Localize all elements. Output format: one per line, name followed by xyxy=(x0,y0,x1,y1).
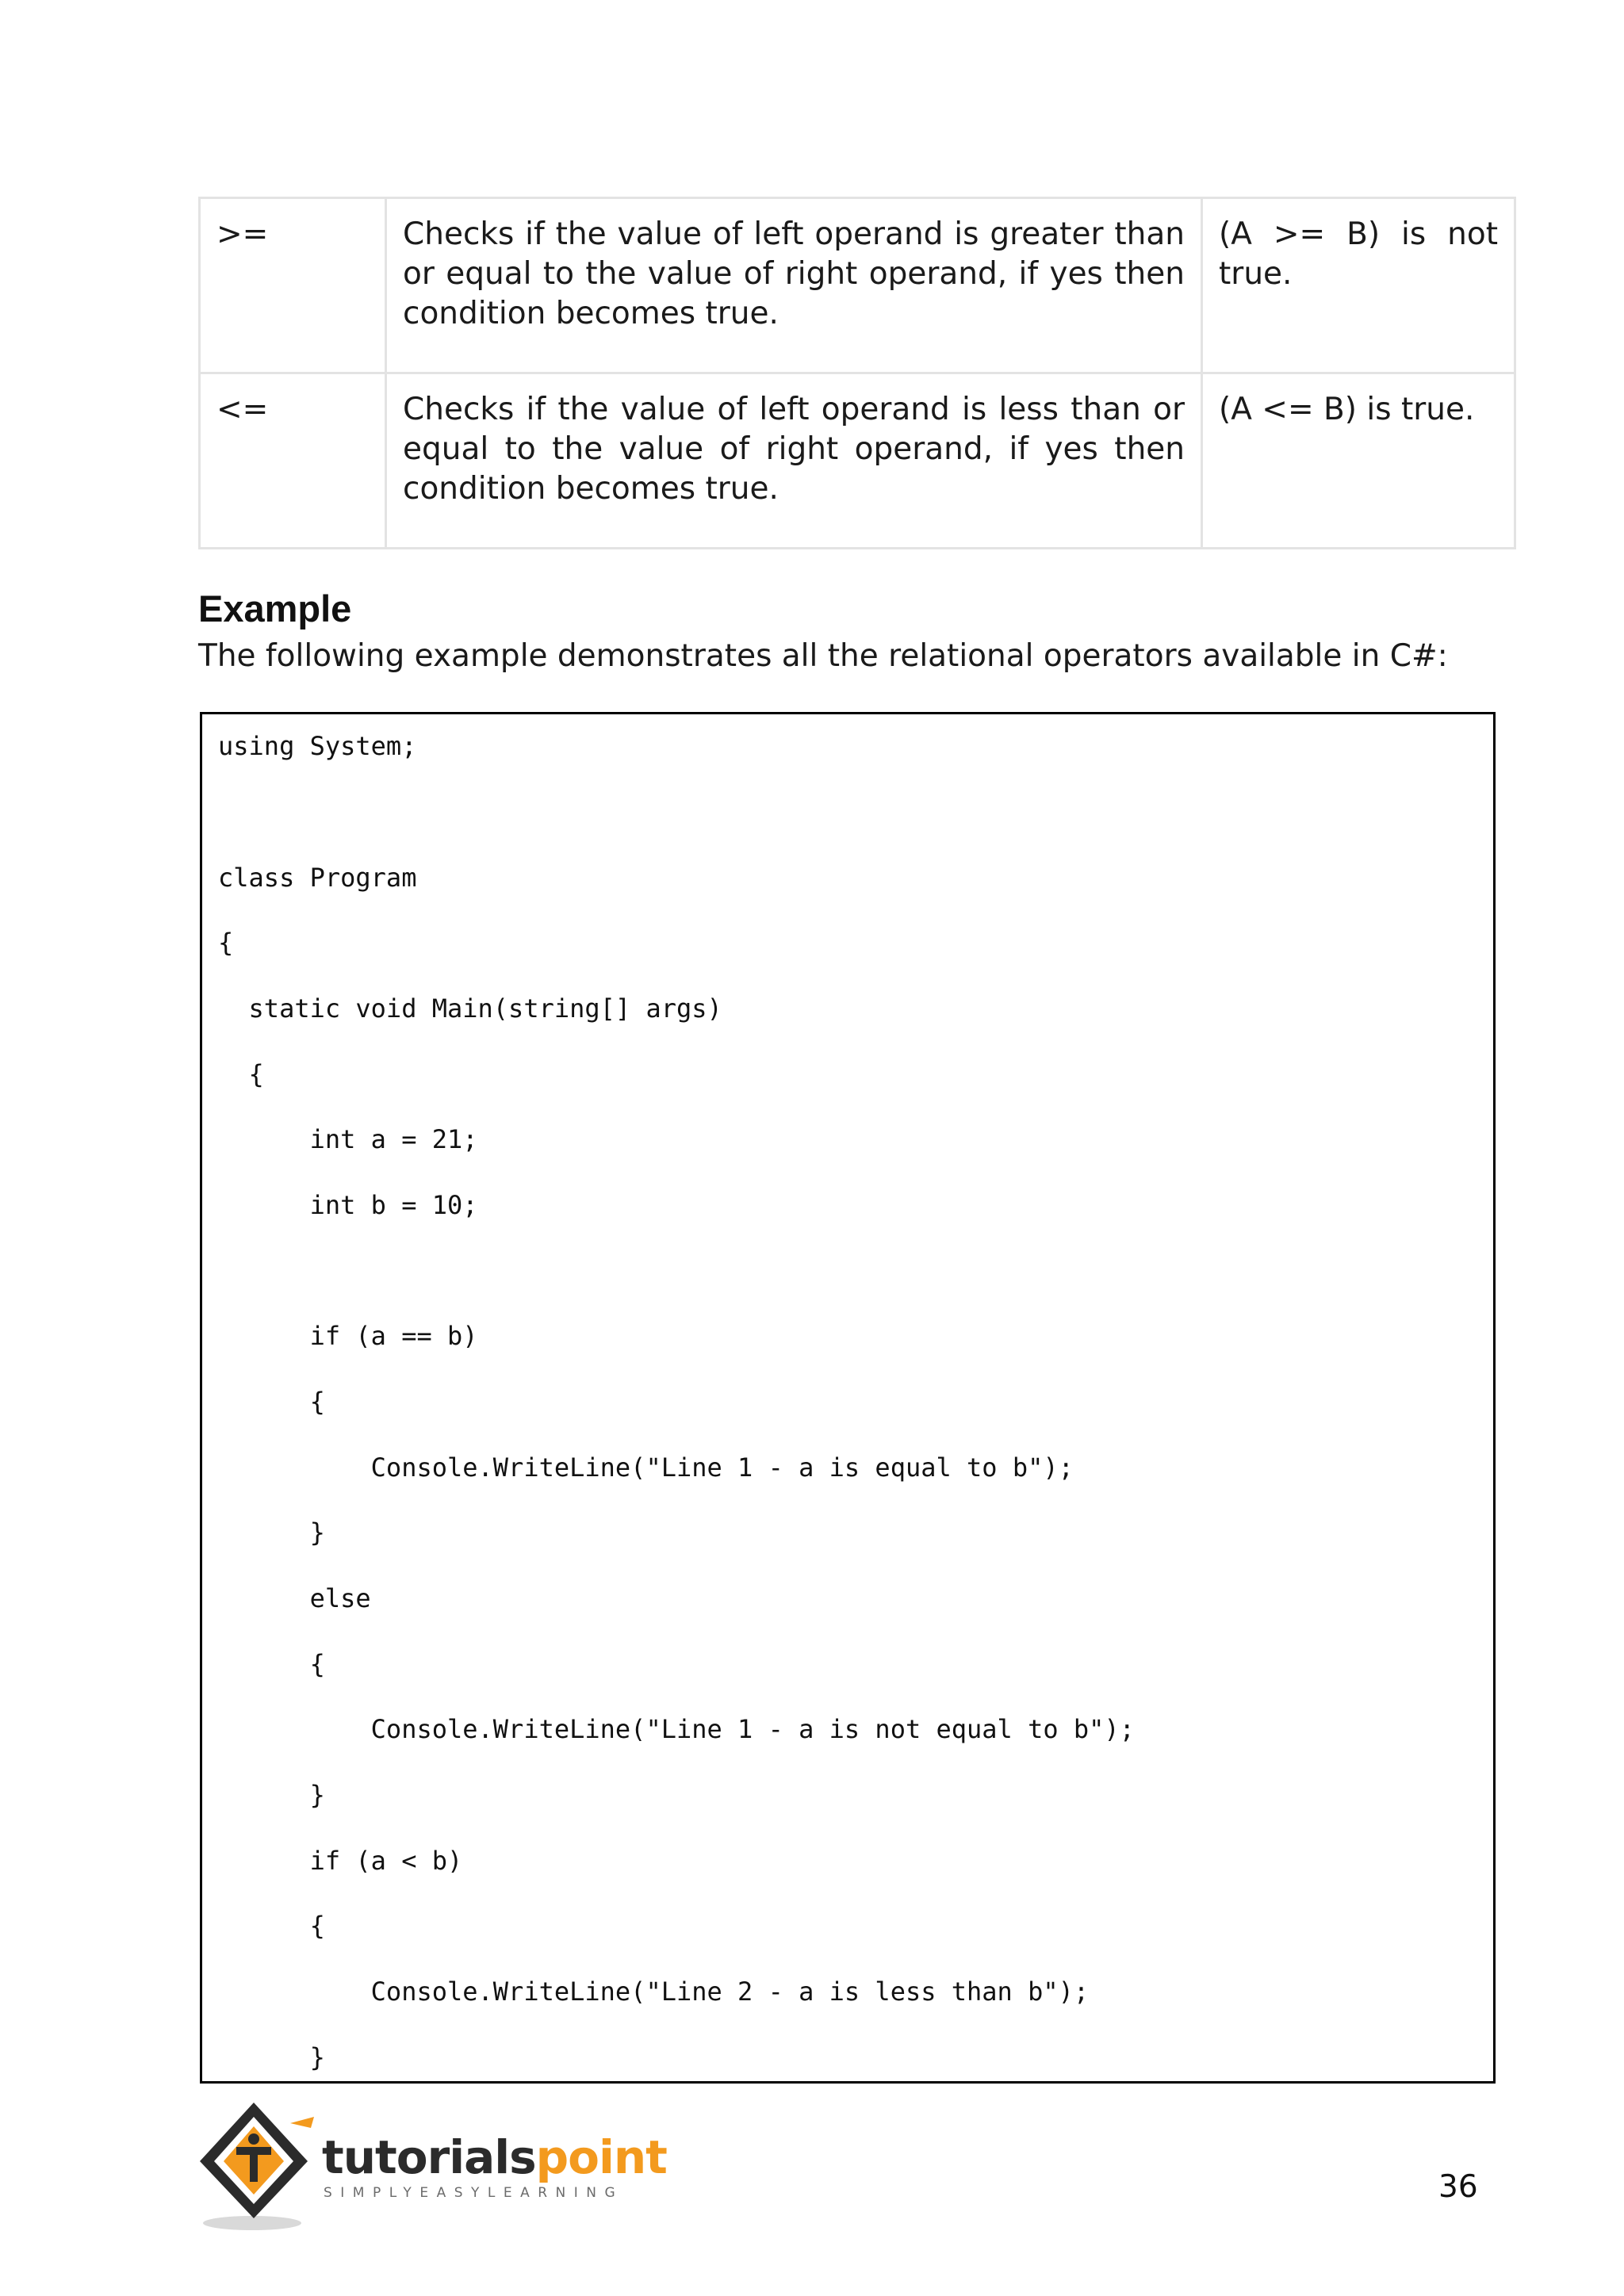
code-line: { xyxy=(218,1649,325,1679)
logo-word-tutorials: tutorials xyxy=(322,2130,536,2184)
example-cell: (A >= B) is not true. xyxy=(1202,198,1515,373)
code-line: Console.WriteLine("Line 2 - a is less than b"); xyxy=(218,1976,1090,2007)
example-cell: (A <= B) is true. xyxy=(1202,373,1515,549)
tutorialspoint-logo xyxy=(195,2099,667,2234)
page-number: 36 xyxy=(1438,2169,1478,2205)
code-line: int a = 21; xyxy=(218,1124,478,1154)
code-line: Console.WriteLine("Line 1 - a is not equal to b"); xyxy=(218,1714,1135,1744)
code-line: else xyxy=(218,1583,371,1613)
logo-wordmark xyxy=(322,2130,667,2184)
table-row xyxy=(200,373,1515,549)
code-line: using System; xyxy=(218,731,417,761)
code-line: { xyxy=(218,1911,325,1941)
logo-tagline: SIMPLYEASYLEARNING xyxy=(324,2185,624,2201)
code-block xyxy=(200,712,1496,2084)
code-line: } xyxy=(218,2042,325,2072)
code-line: if (a == b) xyxy=(218,1321,478,1351)
section-heading: Example xyxy=(198,587,352,629)
code-line: static void Main(string[] args) xyxy=(218,993,722,1024)
table-row xyxy=(200,198,1515,373)
operators-table xyxy=(198,197,1516,549)
section-intro: The following example demonstrates all the relational operators available in C#: xyxy=(198,638,1448,674)
code-line: { xyxy=(218,1387,325,1417)
code-line: } xyxy=(218,1780,325,1810)
logo-diamond-icon xyxy=(195,2099,322,2234)
description-cell: Checks if the value of left operand is less than or equal to the value of right operand, if yes then condition becomes true. xyxy=(386,373,1202,549)
code-line: class Program xyxy=(218,863,417,893)
logo-word-point: point xyxy=(535,2130,667,2184)
operator-cell: <= xyxy=(200,373,386,549)
code-line: } xyxy=(218,1517,325,1548)
code-line: { xyxy=(218,928,234,958)
code-line: Console.WriteLine("Line 1 - a is equal to b"); xyxy=(218,1452,1074,1483)
code-line: { xyxy=(218,1059,264,1089)
code-line: int b = 10; xyxy=(218,1190,478,1220)
description-cell: Checks if the value of left operand is greater than or equal to the value of right operand, if yes then condition becomes true. xyxy=(386,198,1202,373)
code-line: if (a < b) xyxy=(218,1846,463,1876)
operator-cell: >= xyxy=(200,198,386,373)
